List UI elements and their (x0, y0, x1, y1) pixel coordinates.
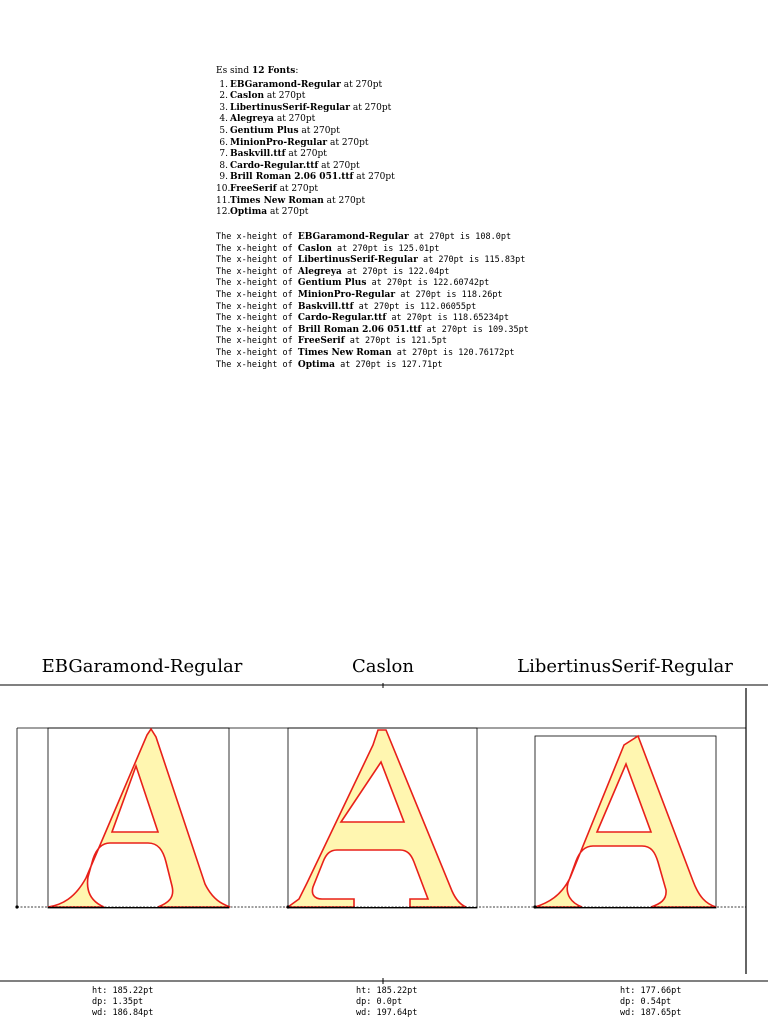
font-list-size: at 270pt (343, 79, 383, 90)
x-height-prefix: The x-height of (216, 232, 293, 242)
font-list-name: Optima (230, 207, 268, 218)
font-list-name: Baskvill.ttf (230, 149, 286, 160)
letter-a-outline-libertinus (535, 736, 716, 907)
font-list-size: at 270pt (288, 149, 327, 160)
x-height-mid: at 270pt is (346, 266, 404, 277)
x-height-mid: at 270pt is (340, 359, 397, 370)
glyph-title-caslon: Caslon (352, 656, 414, 677)
metric-height: ht: 185.22pt (356, 986, 418, 996)
x-height-prefix: The x-height of (216, 324, 293, 335)
glyph-a-ebgaramond (48, 728, 230, 908)
x-height-value: 109.35pt (487, 324, 529, 335)
font-list-size: at 270pt (269, 207, 309, 218)
metrics-ebgaramond (92, 986, 153, 1019)
x-height-prefix: The x-height of (216, 243, 293, 254)
x-height-mid: at 270pt is (391, 313, 448, 324)
x-height-value: 115.83pt (484, 255, 526, 266)
x-height-value: 121.5pt (411, 336, 447, 347)
x-height-font: FreeSerif (297, 336, 345, 347)
font-list-name: Gentium Plus (230, 125, 299, 136)
x-height-prefix: The x-height of (216, 359, 293, 370)
font-list-name: Brill Roman 2.06 051.ttf (230, 172, 354, 183)
font-list-name: MinionPro-Regular (230, 137, 328, 148)
font-list-number: 11. (216, 195, 231, 206)
metric-depth: dp: 0.54pt (620, 997, 672, 1007)
x-height-mid: at 270pt is (358, 301, 415, 312)
x-height-mid: at 270pt is (400, 289, 457, 300)
font-list-size: at 270pt (279, 183, 318, 194)
x-height-prefix: The x-height of (216, 347, 293, 358)
x-height-font: MinionPro-Regular (297, 289, 396, 300)
font-list-size: at 270pt (301, 125, 340, 136)
font-list-number: 6. (219, 137, 228, 148)
font-list-size: at 270pt (321, 160, 360, 171)
x-height-font: Gentium Plus (297, 278, 367, 289)
x-height-font: EBGaramond-Regular (297, 232, 409, 242)
x-height-font: Caslon (297, 243, 332, 254)
x-height-prefix: The x-height of (216, 278, 293, 289)
font-list-size: at 270pt (356, 172, 395, 183)
font-list-number: 10. (216, 183, 231, 194)
font-count-suffix: : (295, 66, 299, 76)
x-height-value: 127.71pt (401, 359, 443, 370)
origin-dot-ebgaramond (15, 905, 18, 908)
letter-a-outline-caslon (288, 730, 466, 907)
font-list-number: 5. (219, 125, 228, 136)
metrics-libertinus (620, 986, 681, 1019)
x-height-mid: at 270pt is (422, 255, 480, 266)
x-height-value: 108.0pt (475, 232, 512, 242)
x-height-prefix: The x-height of (216, 313, 293, 324)
font-list-number: 9. (219, 172, 228, 183)
font-list-number: 3. (219, 102, 228, 113)
x-height-mid: at 270pt is (337, 243, 394, 254)
font-list-name: LibertinusSerif-Regular (230, 102, 350, 113)
x-height-prefix: The x-height of (216, 289, 293, 300)
x-height-prefix: The x-height of (216, 255, 293, 266)
metric-height: ht: 185.22pt (92, 986, 154, 996)
x-height-font: Optima (297, 359, 335, 370)
metric-width: wd: 186.84pt (92, 1008, 154, 1018)
metric-height: ht: 177.66pt (620, 986, 682, 996)
font-list-size: at 270pt (352, 102, 392, 113)
font-list-size: at 270pt (276, 114, 316, 125)
x-height-prefix: The x-height of (216, 301, 293, 312)
font-list-name: Caslon (230, 91, 265, 102)
font-list-number: 7. (219, 149, 228, 160)
font-list-size: at 270pt (266, 91, 306, 102)
glyph-title-libertinus: LibertinusSerif-Regular (517, 656, 733, 677)
glyph-a-caslon (288, 728, 477, 908)
x-height-mid: at 270pt is (396, 347, 454, 358)
x-height-value: 112.06055pt (419, 301, 477, 312)
metric-depth: dp: 1.35pt (92, 997, 144, 1007)
x-height-value: 120.76172pt (458, 347, 515, 358)
x-height-font: Brill Roman 2.06 051.ttf (297, 324, 422, 335)
x-height-value: 118.65234pt (452, 313, 510, 324)
font-list-number: 4. (219, 114, 228, 125)
x-height-font: Times New Roman (297, 347, 392, 358)
x-height-font: LibertinusSerif-Regular (297, 255, 418, 266)
font-list-name: Cardo-Regular.ttf (230, 160, 319, 171)
x-height-value: 122.60742pt (432, 278, 490, 289)
font-list-size: at 270pt (330, 137, 369, 148)
x-height-value: 118.26pt (461, 289, 503, 300)
glyph-title-ebgaramond: EBGaramond-Regular (41, 656, 243, 677)
x-height-value: 122.04pt (408, 266, 450, 277)
x-height-mid: at 270pt is (426, 324, 483, 335)
origin-dot-caslon (286, 905, 289, 908)
metrics-caslon (356, 986, 417, 1019)
x-height-font: Baskvill.ttf (297, 301, 354, 312)
font-list-name: Times New Roman (230, 195, 324, 206)
font-count-prefix: Es sind (216, 66, 250, 76)
font-list-size: at 270pt (326, 195, 366, 206)
font-list-number: 8. (219, 160, 228, 171)
glyph-a-libertinus (535, 736, 716, 908)
letter-a-outline-ebgaramond (48, 729, 230, 907)
metric-width: wd: 197.64pt (356, 1008, 418, 1018)
x-height-prefix: The x-height of (216, 336, 293, 347)
origin-dot-libertinus (533, 905, 536, 908)
font-list-name: EBGaramond-Regular (230, 79, 341, 90)
metric-depth: dp: 0.0pt (356, 997, 403, 1007)
font-list-name: FreeSerif (230, 183, 277, 194)
x-height-font: Alegreya (297, 266, 342, 277)
font-list-name: Alegreya (230, 114, 274, 125)
x-height-font: Cardo-Regular.ttf (297, 313, 387, 324)
font-count: 12 Fonts (251, 66, 296, 76)
x-height-mid: at 270pt is (371, 278, 428, 289)
font-list-number: 2. (219, 91, 228, 102)
x-height-mid: at 270pt is (413, 232, 471, 242)
x-height-value: 125.01pt (398, 243, 440, 254)
x-height-mid: at 270pt is (349, 336, 406, 347)
x-height-prefix: The x-height of (216, 266, 293, 277)
font-list-number: 1. (219, 79, 228, 90)
metric-width: wd: 187.65pt (620, 1008, 682, 1018)
font-list-number: 12. (216, 207, 231, 218)
